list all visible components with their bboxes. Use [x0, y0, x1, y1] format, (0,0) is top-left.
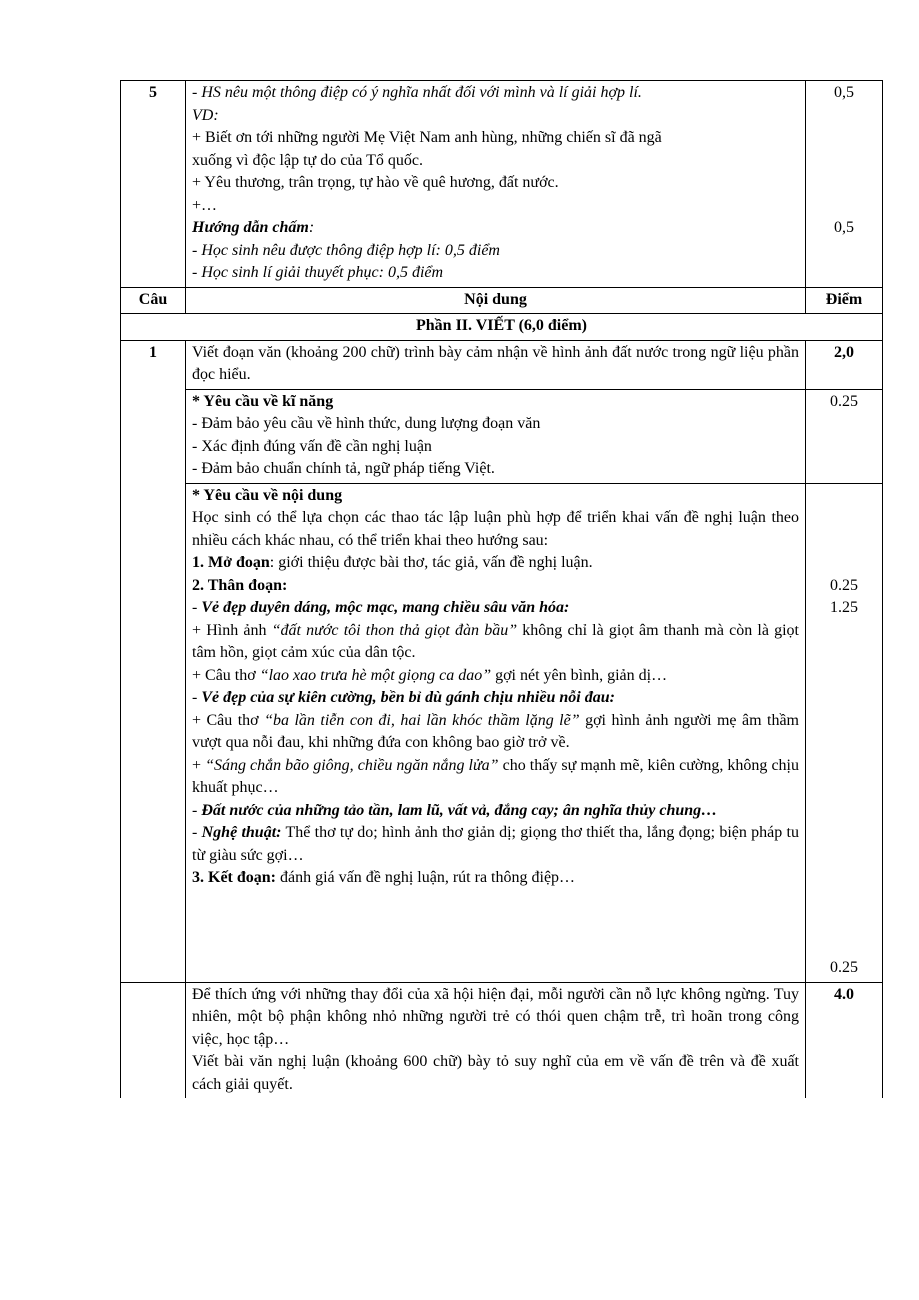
art-dash: -	[192, 824, 202, 841]
score-value: 0,5	[834, 219, 854, 236]
q2-score: 4.0	[806, 982, 883, 1098]
body-score: 1.25	[830, 599, 858, 616]
grading-table	[120, 80, 883, 1098]
answer-line: + Yêu thương, trân trọng, tự hào về quê hương, đất nước.	[192, 174, 559, 191]
content-heading: * Yêu cầu về nội dung	[192, 486, 343, 504]
grading-guide-heading: Hướng dẫn chấm	[192, 219, 309, 236]
example-label: VD:	[192, 106, 219, 124]
answer-line: xuống vì độc lập tự do của Tổ quốc.	[192, 151, 423, 169]
table-header-row	[121, 287, 883, 314]
beauty-3-dash: -	[192, 801, 202, 819]
point-1-quote: “đất nước tôi thon thả giọt đàn bầu”	[271, 621, 518, 639]
header-score: Điểm	[806, 287, 883, 314]
art-text: Thể thơ tự do; hình ảnh thơ giản dị; giọng thơ thiết tha, lắng đọng; biện pháp tu từ giàu sức gợi…	[192, 824, 799, 864]
point-3-quote: “ba lần tiễn con đi, hai lần khóc thầm lặng lẽ”	[264, 711, 580, 729]
table-row-question-5	[121, 81, 883, 288]
skills-score: 0.25	[806, 389, 883, 483]
content-scores	[806, 483, 883, 982]
skills-heading: * Yêu cầu về kĩ năng	[192, 392, 334, 410]
point-2-text: gợi nét yên bình, giản dị…	[491, 666, 668, 684]
table-row-writing-q1-prompt	[121, 340, 883, 389]
table-row-writing-q2	[121, 982, 883, 1098]
skills-requirements	[186, 389, 806, 483]
point-1-prefix: + Hình ảnh	[192, 621, 272, 639]
score-cell	[806, 81, 883, 288]
closing-score: 0.25	[830, 959, 858, 976]
point-4-prefix: +	[192, 756, 206, 774]
q2-prompt-paragraph-1: Để thích ứng với những thay đổi của xã hội hiện đại, mỗi người cần nỗ lực không ngừng. Tuy nhiên, một bộ phận không nhỏ những người trẻ có thói quen chậm trễ, trì hoãn trong công việc, học tập…	[192, 985, 799, 1048]
grading-guide-colon: :	[308, 219, 315, 236]
grading-criterion: - Học sinh lí giải thuyết phục: 0,5 điểm	[192, 264, 444, 281]
closing-text: đánh giá vấn đề nghị luận, rút ra thông điệp…	[276, 869, 576, 886]
skills-item: - Đảm bảo yêu cầu về hình thức, dung lượng đoạn văn	[192, 415, 541, 432]
instruction-line: - HS nêu một thông điệp có ý nghĩa nhất đối với mình và lí giải hợp lí.	[192, 84, 642, 101]
answer-line: + Biết ơn tới những người Mẹ Việt Nam anh hùng, những chiến sĩ đã ngã	[192, 129, 662, 146]
point-1-text: không chỉ là giọt âm thanh mà còn là giọt tâm hồn, giọt cảm xúc của dân tộc.	[192, 621, 800, 661]
skills-item: - Xác định đúng vấn đề cần nghị luận	[192, 437, 432, 455]
point-2-prefix: + Câu thơ	[192, 666, 260, 684]
header-question: Câu	[121, 287, 186, 314]
question-5-content	[186, 81, 806, 288]
question-number: 5	[121, 81, 186, 288]
score-value: 0,5	[834, 84, 854, 101]
opening-label: 1. Mở đoạn	[192, 554, 270, 571]
opening-text: : giới thiệu được bài thơ, tác giả, vấn đề nghị luận.	[269, 554, 593, 571]
beauty-3-heading: Đất nước của những tảo tần, lam lũ, vất vả, đắng cay; ân nghĩa thủy chung…	[201, 801, 718, 819]
point-4-quote: “Sáng chắn bão giông, chiều ngăn nắng lửa”	[205, 756, 499, 774]
q1-prompt-score: 2,0	[806, 340, 883, 389]
content-intro: Học sinh có thể lựa chọn các thao tác lập luận phù hợp để triển khai vấn đề nghị luận theo nhiều cách khác nhau, có thể triển khai theo hướng sau:	[192, 509, 799, 549]
part-title-row	[121, 314, 883, 341]
q2-prompt-paragraph-2: Viết bài văn nghị luận (khoảng 600 chữ) bày tỏ suy nghĩ của em về vấn đề trên và đề xuất cách giải quyết.	[192, 1053, 799, 1093]
beauty-1-heading: Vẻ đẹp duyên dáng, mộc mạc, mang chiều sâu văn hóa:	[201, 599, 570, 616]
question-number: 1	[121, 340, 186, 982]
beauty-1-dash: -	[192, 599, 202, 616]
point-2-quote: “lao xao trưa hè một giọng ca dao”	[259, 666, 492, 684]
opening-score: 0.25	[830, 576, 858, 594]
answer-line: +…	[192, 196, 218, 214]
question-number-empty	[121, 982, 186, 1098]
skills-item: - Đảm bảo chuẩn chính tả, ngữ pháp tiếng Việt.	[192, 460, 495, 477]
grading-criterion: - Học sinh nêu được thông điệp hợp lí: 0,5 điểm	[192, 241, 500, 259]
point-3-prefix: + Câu thơ	[192, 711, 265, 729]
point-3-text: gợi hình ảnh người mẹ âm thầm vượt qua nỗi đau, khi những đứa con không bao giờ trở về.	[192, 711, 799, 751]
q1-prompt: Viết đoạn văn (khoảng 200 chữ) trình bày cảm nhận về hình ảnh đất nước trong ngữ liệu phần đọc hiểu.	[186, 340, 806, 389]
part-2-title: Phần II. VIẾT (6,0 điểm)	[121, 314, 883, 341]
header-content: Nội dung	[186, 287, 806, 314]
table-row-content	[121, 483, 883, 982]
q2-prompt	[186, 982, 806, 1098]
closing-label: 3. Kết đoạn:	[192, 869, 276, 886]
beauty-2-dash: -	[192, 689, 202, 706]
art-label: Nghệ thuật:	[201, 824, 282, 841]
point-4-text: cho thấy sự mạnh mẽ, kiên cường, không chịu khuất phục…	[192, 756, 800, 796]
body-label: 2. Thân đoạn:	[192, 576, 288, 594]
beauty-2-heading: Vẻ đẹp của sự kiên cường, bền bỉ dù gánh chịu nhiều nỗi đau:	[201, 689, 615, 706]
content-requirements	[186, 483, 806, 982]
table-row-skills	[121, 389, 883, 483]
